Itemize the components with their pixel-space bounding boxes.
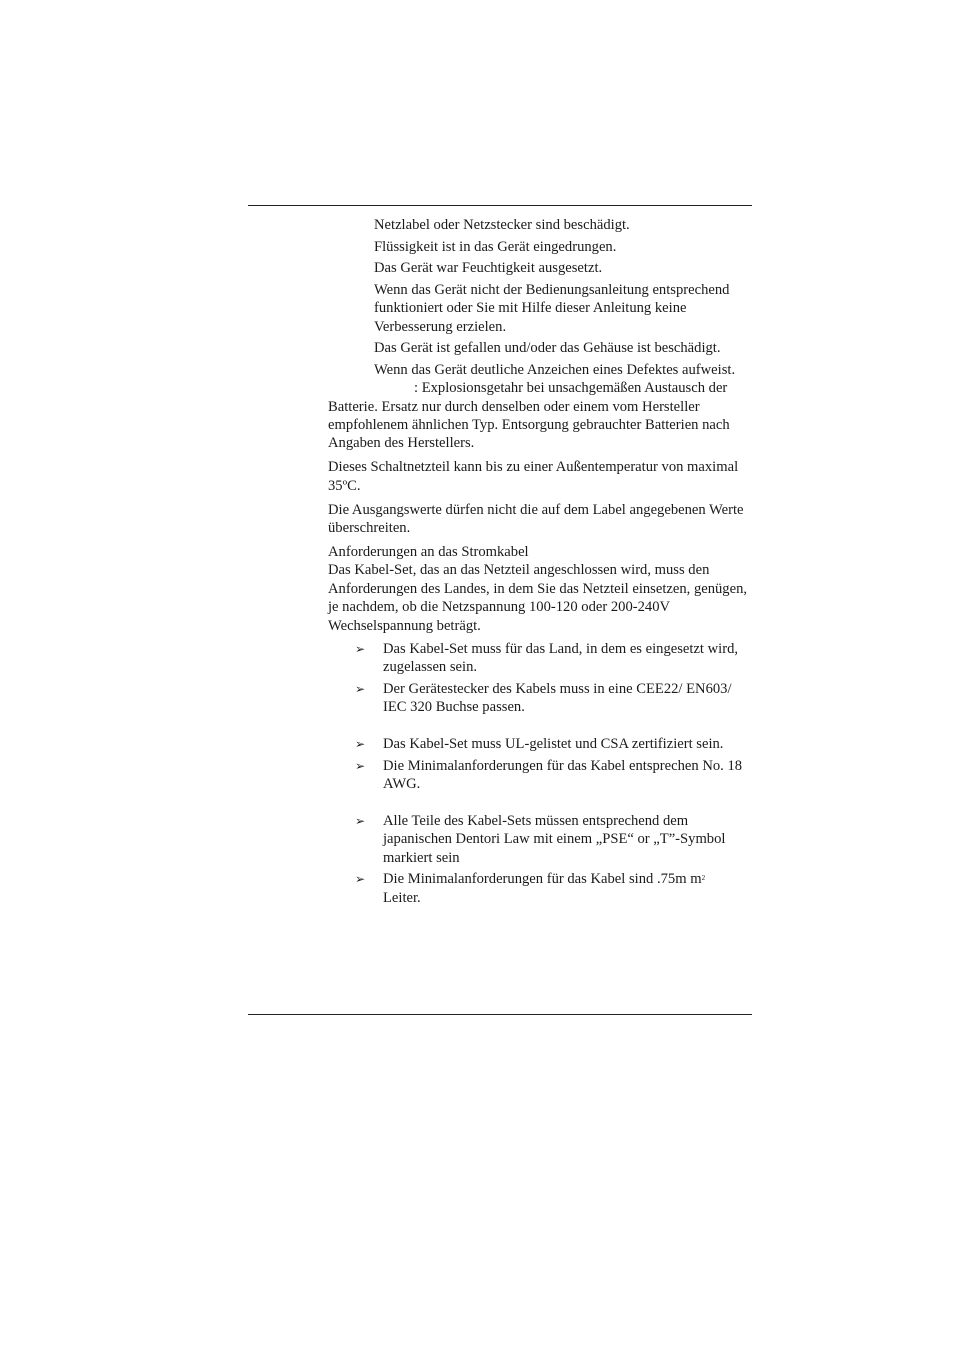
unit-symbol: m — [690, 871, 702, 888]
arrow-bullet-icon: ➢ — [355, 872, 366, 887]
arrow-bullet-icon: ➢ — [355, 681, 366, 696]
cable-intro: Das Kabel-Set, das an das Netzteil angeschlossen wird, muss den Anforderungen des Landes, in dem Sie das Netzteil einsetzen, genügen, je nachdem, ob die Netzspannung 100-120 oder 200-240V Wechselspannung beträgt. — [328, 562, 748, 634]
list-item-text: Das Kabel-Set muss UL-gelistet und CSA zertifiziert sein. — [383, 736, 724, 753]
list-item — [328, 735, 758, 753]
list-item-text: Die Minimalanforderungen für das Kabel entsprechen No. 18 AWG. — [383, 757, 743, 793]
list-item-text: Der Gerätestecker des Kabels muss in eine CEE22/ EN603/ IEC 320 Buchse passen. — [383, 680, 732, 716]
list-item — [328, 640, 758, 677]
list-item-text-continued: Leiter. — [383, 889, 421, 906]
arrow-bullet-icon: ➢ — [355, 641, 366, 656]
condition-item: Wenn das Gerät deutliche Anzeichen eines Defektes aufweist. — [374, 361, 736, 378]
header-rule — [248, 205, 752, 206]
condition-item: Das Gerät ist gefallen und/oder das Gehäuse ist beschädigt. — [374, 340, 721, 357]
list-item — [328, 812, 758, 867]
arrow-bullet-icon: ➢ — [355, 737, 366, 752]
battery-warning-text: : Explosionsgetahr bei unsachgemäßen Austausch der Batterie. Ersatz nur durch denselben oder einem vom Hersteller empfohlenem ähnlichen Typ. Entsorgung gebrauchter Batterien nach Angaben des Herstellers. — [328, 380, 730, 452]
cable-heading: Anforderungen an das Stromkabel — [328, 543, 529, 560]
square-meter-unit — [690, 871, 705, 887]
list-item — [328, 870, 758, 907]
arrow-bullet-icon: ➢ — [355, 758, 366, 773]
condition-item: Das Gerät war Feuchtigkeit ausgesetzt. — [374, 260, 603, 277]
footer-rule — [248, 1014, 752, 1015]
battery-warning — [328, 379, 758, 453]
condition-item: Wenn das Gerät nicht der Bedienungsanleitung entsprechend funktioniert oder Sie mit Hilfe dieser Anleitung keine Verbesserung erzielen. — [374, 281, 730, 335]
list-item — [328, 680, 758, 717]
document-body — [328, 216, 758, 910]
cable-requirements-list — [328, 640, 758, 907]
list-item-text: Das Kabel-Set muss für das Land, in dem es eingesetzt wird, zugelassen sein. — [383, 640, 739, 676]
list-item-text: Alle Teile des Kabel-Sets müssen entsprechend dem japanischen Dentori Law mit einem „PSE“ or „T”-Symbol markiert sein — [383, 812, 726, 866]
list-item — [328, 757, 758, 794]
condition-item: Netzlabel oder Netzstecker sind beschädigt. — [374, 217, 630, 233]
condition-item: Flüssigkeit ist in das Gerät eingedrungen. — [374, 238, 617, 255]
list-item-text: Die Minimalanforderungen für das Kabel sind .75m — [383, 871, 687, 888]
arrow-bullet-icon: ➢ — [355, 813, 366, 828]
output-note: Die Ausgangswerte dürfen nicht die auf dem Label angegebenen Werte überschreiten. — [328, 501, 744, 537]
temperature-note: Dieses Schaltnetzteil kann bis zu einer Außentemperatur von maximal 35ºC. — [328, 459, 739, 494]
condition-list — [328, 216, 758, 379]
unit-exponent: 2 — [701, 874, 706, 883]
